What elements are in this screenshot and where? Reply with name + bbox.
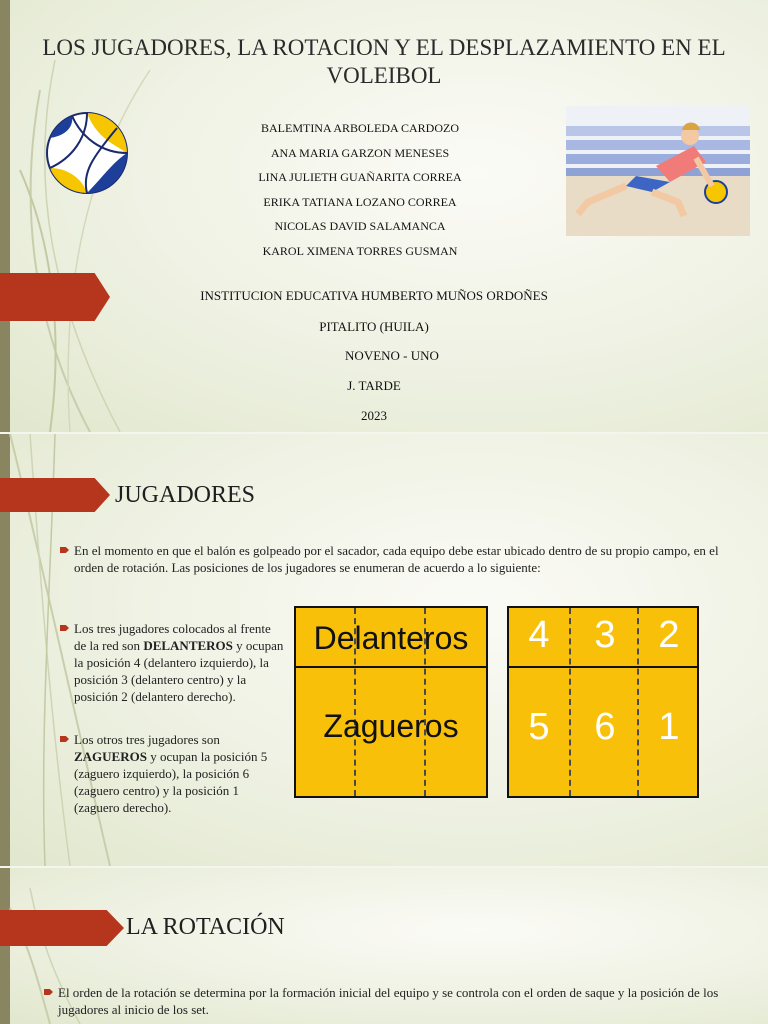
accent-arrow <box>0 273 110 321</box>
zagueros-bullet <box>60 731 284 816</box>
court-net-line <box>509 666 697 668</box>
court-net-line <box>296 666 486 668</box>
author-name: NICOLAS DAVID SALAMANCA <box>274 219 446 234</box>
institution-name: INSTITUCION EDUCATIVA HUMBERTO MUÑOS ORDOÑES <box>200 288 548 303</box>
court-back-label: Zagueros <box>323 708 459 744</box>
author-name: BALEMTINA ARBOLEDA CARDOZO <box>260 121 459 135</box>
rotation-text: El orden de la rotación se determina por la formación inicial del equipo y se controla con el orden de saque y la posición de los jugadores al inicio de los set. <box>58 985 719 1017</box>
position-number: 3 <box>594 614 616 656</box>
author-list <box>220 120 500 268</box>
intro-bullet <box>60 542 734 576</box>
section-title: LA ROTACIÓN <box>126 914 285 940</box>
court-positions-diagram <box>507 606 699 798</box>
grade-text: NOVENO - UNO <box>345 348 439 363</box>
author-name: LINA JULIETH GUAÑARITA CORREA <box>258 170 462 185</box>
position-number: 2 <box>658 614 680 656</box>
position-number: 4 <box>528 614 550 656</box>
author-name: ERIKA TATIANA LOZANO CORREA <box>263 194 457 209</box>
court-front-label: Delanteros <box>313 620 469 656</box>
slide-title-text: LOS JUGADORES, LA ROTACION Y EL DESPLAZAMIENTO EN EL VOLEIBOL <box>42 35 726 88</box>
slide-jugadores <box>0 434 768 866</box>
slide-title <box>0 0 768 432</box>
section-title: JUGADORES <box>115 482 256 508</box>
volleyball-player-illustration <box>566 106 750 236</box>
position-number: 5 <box>528 706 550 748</box>
bullet-bold-term: ZAGUEROS <box>74 749 147 764</box>
author-name: KAROL XIMENA TORRES GUSMAN <box>262 243 458 258</box>
bullet-bold-term: DELANTEROS <box>143 638 233 653</box>
accent-arrow <box>0 910 124 946</box>
bullet-text: Los otros tres jugadores son <box>74 732 220 747</box>
city-text: PITALITO (HUILA) <box>319 319 429 334</box>
rotation-bullet <box>44 984 738 1018</box>
position-number: 6 <box>594 706 616 748</box>
slide-rotacion <box>0 868 768 1024</box>
author-name: ANA MARIA GARZON MENESES <box>270 145 450 160</box>
bullet-text: y ocupan la posición 5 (zaguero izquierdo), la posición 6 (zaguero centro) y la posición 1 (zaguero derecho). <box>74 749 268 815</box>
court-labels-diagram <box>294 606 488 798</box>
accent-arrow <box>0 478 110 512</box>
intro-text: En el momento en que el balón es golpeado por el sacador, cada equipo debe estar ubicado dentro de su propio campo, en el orden de rotación. Las posiciones de los jugadores se enumeran de acuerdo a lo siguiente: <box>74 543 719 575</box>
delanteros-bullet <box>60 620 284 705</box>
bullet-text: y ocupan la posición 4 (delantero izquierdo), la posición 3 (delantero centro) y la posición 2 (delantero derecho). <box>74 638 284 704</box>
volleyball-icon <box>42 108 132 198</box>
court-dashed-line <box>569 608 571 796</box>
position-number: 1 <box>658 706 680 748</box>
bullet-text: Los tres jugadores colocados al frente de la red son <box>74 621 271 653</box>
year-text: 2023 <box>361 408 387 423</box>
shift-text: J. TARDE <box>347 378 401 393</box>
